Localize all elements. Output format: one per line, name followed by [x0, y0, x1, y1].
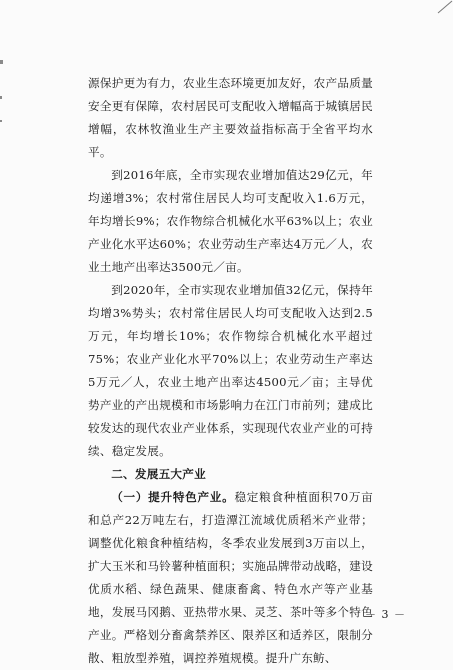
document-body [88, 72, 373, 670]
scan-edge-mark [0, 120, 2, 122]
scan-corner-mark [436, 0, 453, 14]
page-number: － 3 － [365, 608, 406, 621]
subsection-paragraph [88, 486, 373, 670]
paragraph-2016-targets: 到2016年底，全市实现农业增加值达29亿元，年均递增3%；农村常住居民人均可支配收入1.6万元，年均增长9%；农作物综合机械化水平63%以上；农业产业化水平达60%；农业劳动生产率达4万元／人，农业土地产出率达3500元／亩。 [88, 168, 373, 274]
paragraph-2020-targets: 到2020年，全市实现农业增加值32亿元，保持年均增3%势头；农村常住居民人均可支配收入达到2.5万元，年均增长10%；农作物综合机械化水平超过75%；农业产业化水平70%以上；农业劳动生产率达5万元／人，农业土地产出率达4500元／亩；主导优势产业的产出规模和市场影响力在江门市前列；建成比较发达的现代农业产业体系，实现现代农业产业的可持续、稳定发展。 [88, 283, 373, 458]
scan-edge-mark [0, 60, 3, 64]
section-heading: 二、发展五大产业 [111, 467, 206, 481]
scan-edge-mark [0, 96, 2, 99]
subsection-heading: （一）提升特色产业。 [111, 490, 235, 504]
subsection-body: 稳定粮食种植面积70万亩和总产22万吨左右，打造潭江流域优质稻米产业带；调整优化粮食种植结构，冬季农业发展到3万亩以上，扩大玉米和马铃薯种植面积；实施品牌带动战略，建设优质水稻、绿色蔬果、健康畜禽、特色水产等产业基地，发展马冈鹅、亚热带水果、灵芝、茶叶等多个特色产业。严格划分畜禽禁养区、限养区和适养区，限制分散、粗放型养殖，调控养殖规模。提升广东鲂、 [88, 490, 373, 665]
paragraph-continuation: 源保护更为有力，农业生态环境更加友好，农产品质量安全更有保障，农村居民可支配收入增幅高于城镇居民增幅，农林牧渔业生产主要效益指标高于全省平均水平。 [88, 76, 373, 159]
